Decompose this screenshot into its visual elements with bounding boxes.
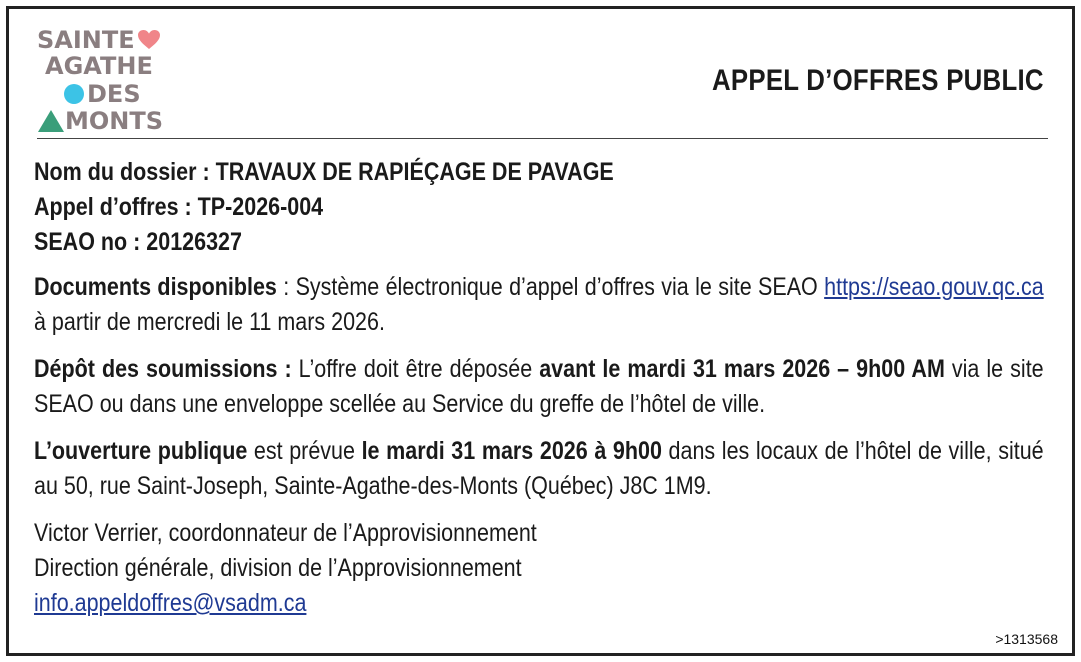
depot-label: Dépôt des soumissions : [34,355,292,383]
depot-deadline: avant le mardi 31 mars 2026 – 9h00 AM [539,355,945,383]
ouverture-after: dans les locaux de l’hôtel de ville, situé au 50, rue Saint-Joseph, Sainte-Agathe-des-Monts (Québec) J8C 1M9. [34,437,1044,500]
logo-line-des: DES [87,80,141,108]
seao-number: SEAO no : 20126327 [34,228,242,256]
notice-frame [6,6,1075,656]
ouverture-text: est prévue [247,437,362,465]
seao-link[interactable]: https://seao.gouv.qc.ca [824,273,1044,301]
documents-after: à partir de mercredi le 11 mars 2026. [34,308,385,336]
notice-body [34,155,1044,621]
signatory-name: Victor Verrier, coordonnateur de l’Approvisionnement [34,519,537,547]
page-title: APPEL D’OFFRES PUBLIC [712,64,1044,97]
logo-line-agathe: AGATHE [45,52,153,80]
depot-paragraph [34,352,1044,422]
signature-block [34,516,1044,621]
documents-text: : Système électronique d’appel d’offres via le site SEAO [276,273,825,301]
documents-label: Documents disponibles [34,273,277,301]
triangle-icon [37,109,65,133]
tender-number: Appel d’offres : TP-2026-004 [34,193,324,221]
ouverture-paragraph [34,434,1044,504]
municipality-logo [37,23,212,135]
ouverture-label: L’ouverture publique [34,437,248,465]
circle-icon [63,83,85,105]
logo-line-monts: MONTS [65,107,164,135]
documents-paragraph [34,270,1044,340]
heart-icon [137,29,161,50]
file-header [34,155,1044,260]
reference-number: >1313568 [995,631,1058,647]
divider [37,138,1048,139]
logo-line-sainte: SAINTE [37,26,135,54]
dossier-name: Nom du dossier : TRAVAUX DE RAPIÉÇAGE DE PAVAGE [34,158,614,186]
ouverture-date: le mardi 31 mars 2026 à 9h00 [361,437,662,465]
signatory-department: Direction générale, division de l’Approvisionnement [34,554,522,582]
contact-email-link[interactable]: info.appeldoffres@vsadm.ca [34,589,307,617]
depot-after: via le site SEAO ou dans une enveloppe scellée au Service du greffe de l’hôtel de ville. [34,355,1044,418]
depot-text: L’offre doit être déposée [291,355,540,383]
